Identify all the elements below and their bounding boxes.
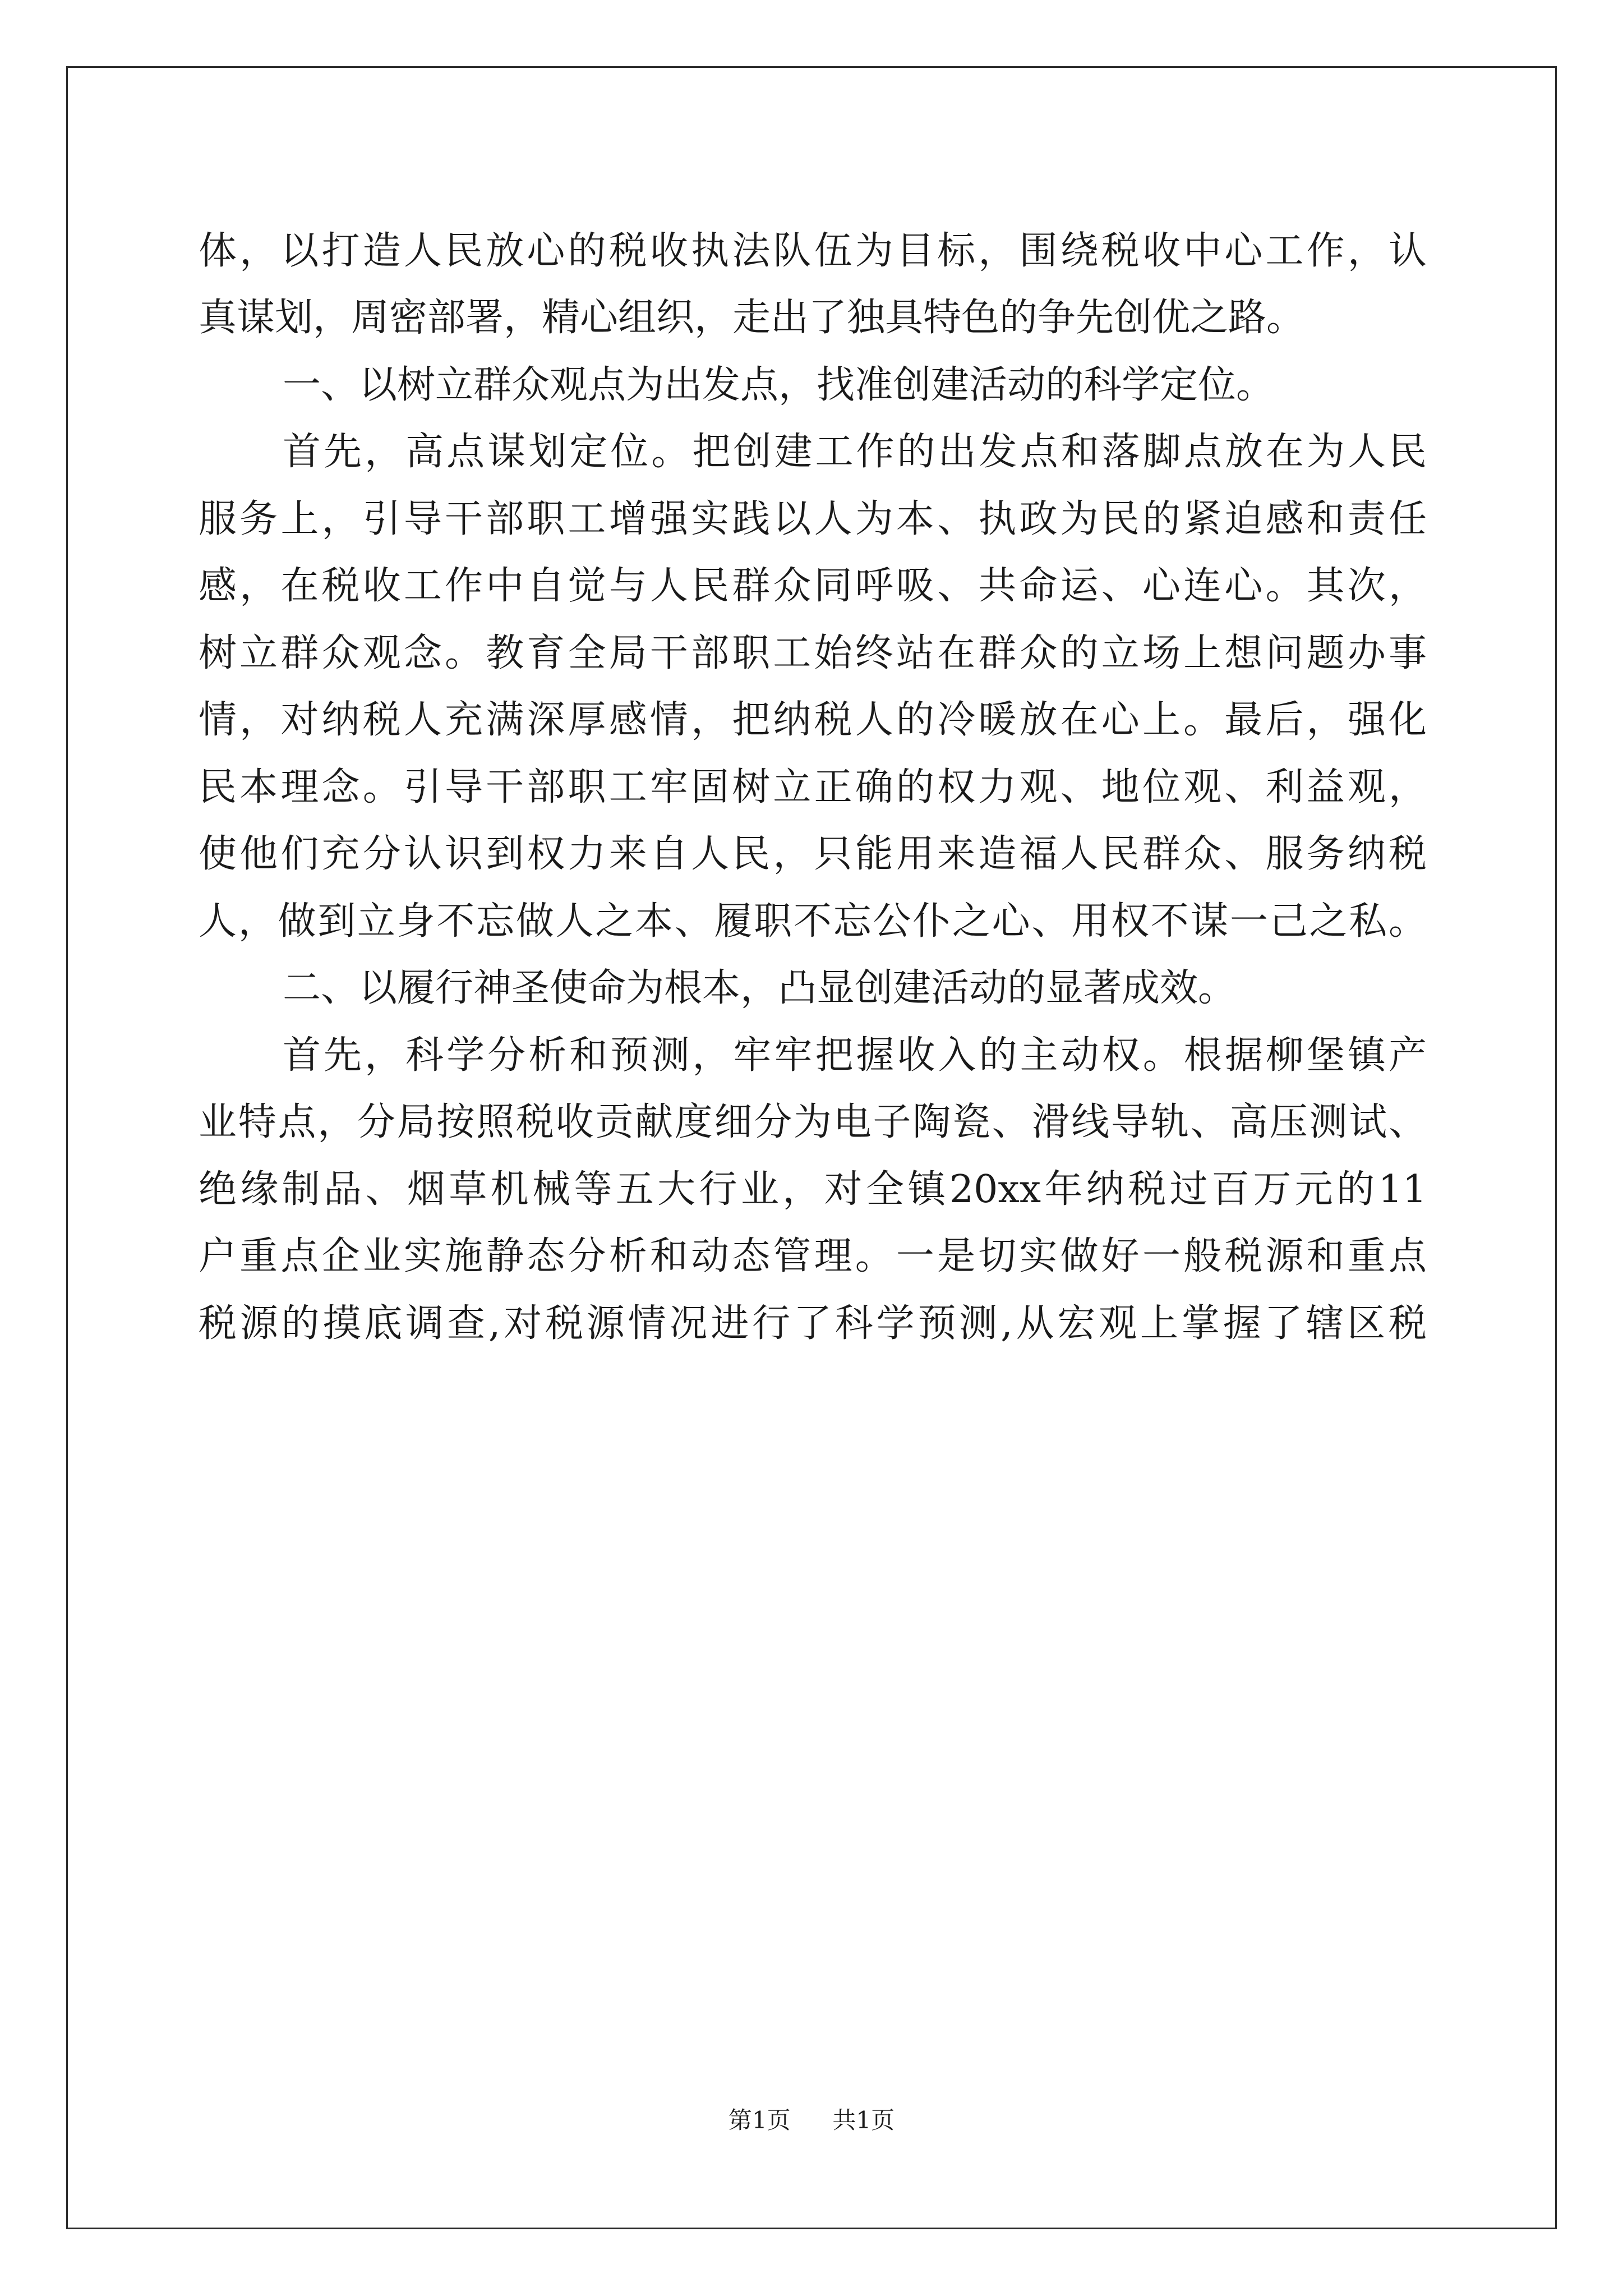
body-line: 业特点，分局按照税收贡献度细分为电子陶瓷、滑线导轨、高压测试、 bbox=[199, 1100, 1427, 1144]
body-line: 绝缘制品、烟草机械等五大行业，对全镇20xx年纳税过百万元的11 bbox=[199, 1167, 1427, 1212]
body-line: 人，做到立身不忘做人之本、履职不忘公仆之心、用权不谋一己之私。 bbox=[199, 899, 1427, 944]
page-number: 第1页 bbox=[728, 2106, 791, 2134]
page-footer bbox=[0, 2104, 1623, 2137]
body-line: 税源的摸底调查,对税源情况进行了科学预测,从宏观上掌握了辖区税 bbox=[199, 1301, 1427, 1346]
body-line: 体，以打造人民放心的税收执法队伍为目标，围绕税收中心工作，认 bbox=[199, 229, 1427, 273]
body-line: 树立群众观念。教育全局干部职工始终站在群众的立场上想问题办事 bbox=[199, 631, 1427, 675]
body-line: 感，在税收工作中自觉与人民群众同呼吸、共命运、心连心。其次， bbox=[199, 564, 1427, 608]
body-line: 户重点企业实施静态分析和动态管理。一是切实做好一般税源和重点 bbox=[199, 1234, 1427, 1278]
body-line: 服务上，引导干部职工增强实践以人为本、执政为民的紧迫感和责任 bbox=[199, 497, 1427, 541]
section-heading: 一、以树立群众观点为出发点，找准创建活动的科学定位。 bbox=[283, 363, 1275, 407]
body-line: 首先，高点谋划定位。把创建工作的出发点和落脚点放在为人民 bbox=[283, 430, 1427, 474]
page-total: 共1页 bbox=[832, 2106, 895, 2134]
body-line: 民本理念。引导干部职工牢固树立正确的权力观、地位观、利益观， bbox=[199, 765, 1427, 809]
body-line: 真谋划，周密部署，精心组织，走出了独具特色的争先创优之路。 bbox=[199, 296, 1305, 340]
body-line: 首先，科学分析和预测，牢牢把握收入的主动权。根据柳堡镇产 bbox=[283, 1033, 1427, 1078]
body-line: 情，对纳税人充满深厚感情，把纳税人的冷暖放在心上。最后，强化 bbox=[199, 698, 1427, 742]
section-heading: 二、以履行神圣使命为根本，凸显创建活动的显著成效。 bbox=[283, 966, 1237, 1010]
body-line: 使他们充分认识到权力来自人民，只能用来造福人民群众、服务纳税 bbox=[199, 832, 1427, 876]
